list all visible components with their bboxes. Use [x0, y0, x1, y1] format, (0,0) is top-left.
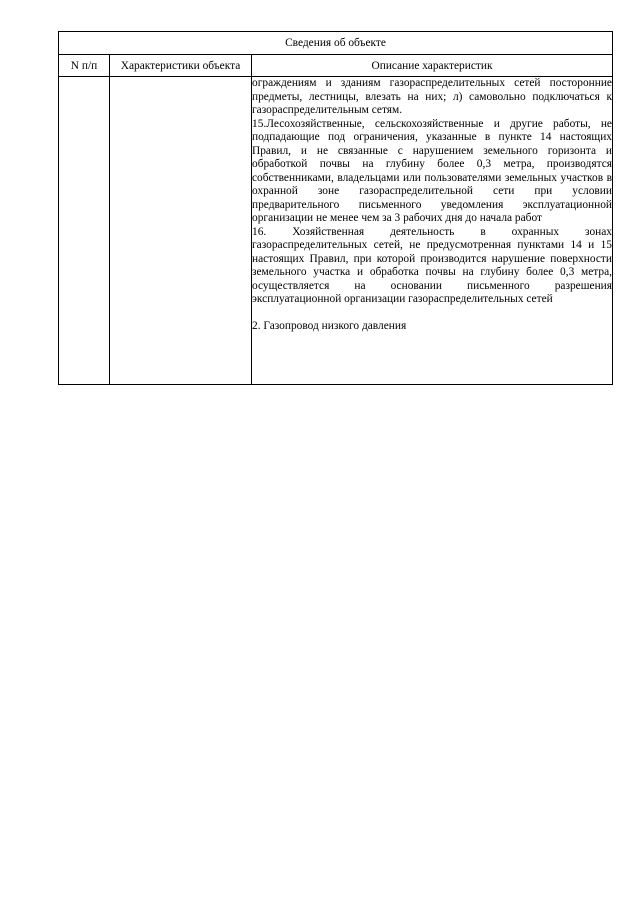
table-header-row — [59, 55, 613, 77]
header-number: N п/п — [59, 55, 110, 77]
description-paragraph-2: 15.Лесохозяйственные, сельскохозяйственные и другие работы, не подпадающие под ограничения, указанные в пункте 14 настоящих Правил, и не связанные с нарушением земельного горизонта и обработкой почвы на глубину более 0,3 метра, производятся собственниками, владельцами или пользователями земельных участков в охранной зоне газораспределительной сети при условии предварительного письменного уведомления эксплуатационной организации не менее чем за 3 рабочих дня до начала работ — [252, 117, 612, 224]
cell-characteristic — [110, 77, 252, 385]
object-info-table — [58, 31, 613, 385]
cell-number — [59, 77, 110, 385]
header-characteristics: Характеристики объекта — [110, 55, 252, 77]
table-title: Сведения об объекте — [59, 32, 613, 55]
table-row — [59, 77, 613, 385]
description-paragraph-4: 2. Газопровод низкого давления — [252, 320, 407, 332]
description-paragraph-3: 16. Хозяйственная деятельность в охранных зонах газораспределительных сетей, не предусмотренная пунктами 14 и 15 настоящих Правил, при которой производится нарушение поверхности земельного участка и обработка почвы на глубину более 0,3 метра, осуществляется на основании письменного разрешения эксплуатационной организации газораспределительных сетей — [252, 225, 612, 305]
description-paragraph-1: ограждениям и зданиям газораспределительных сетей посторонние предметы, лестницы, влезать на них; л) самовольно подключаться к газораспределительным сетям. — [252, 77, 612, 116]
blank-line — [252, 307, 612, 321]
table-title-row — [59, 32, 613, 55]
header-description: Описание характеристик — [252, 55, 613, 77]
cell-description — [252, 77, 613, 385]
